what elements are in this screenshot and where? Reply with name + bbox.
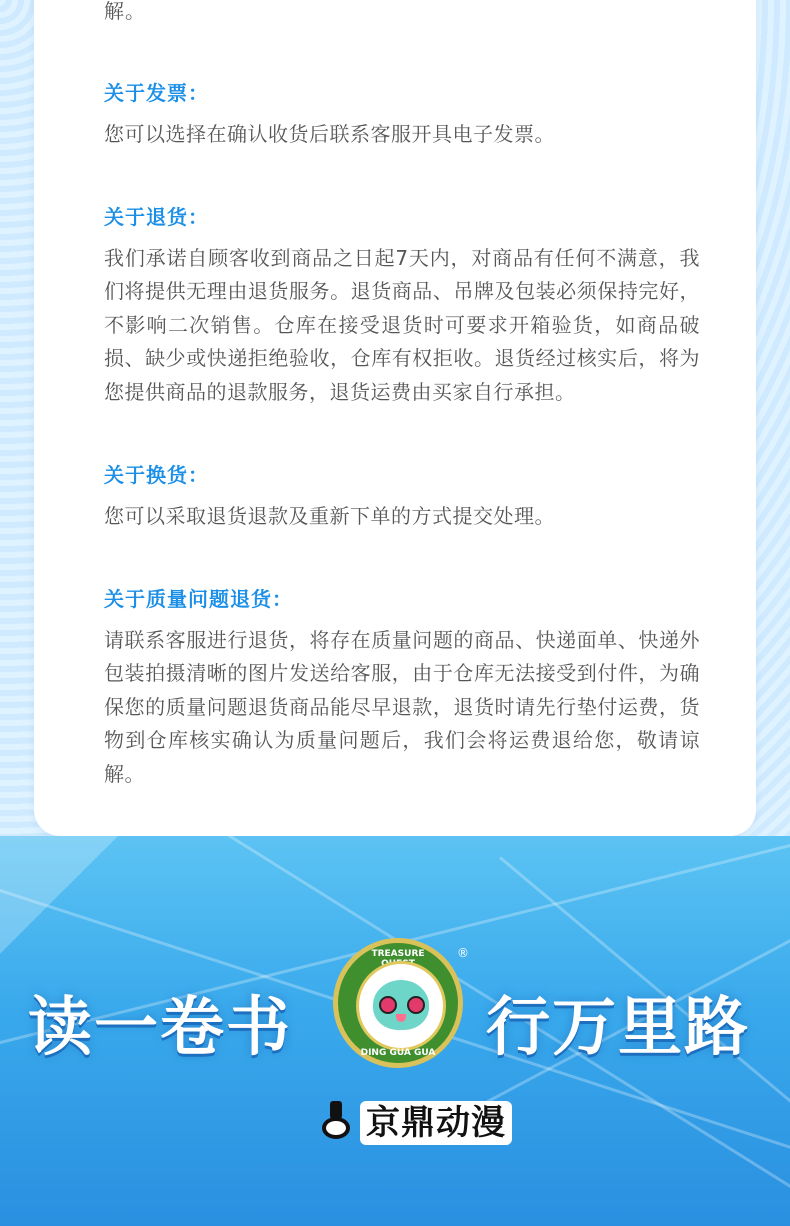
logo-top-text: TREASURE xyxy=(371,949,425,959)
registered-mark: ® xyxy=(457,946,469,960)
slogan-right: 行万里路 xyxy=(486,991,750,1065)
mascot-icon xyxy=(356,961,446,1051)
brand-banner xyxy=(0,836,790,1226)
mascot-logo xyxy=(333,938,463,1068)
section-heading: 关于质量问题退货： xyxy=(104,587,293,611)
section-quality-return xyxy=(104,584,700,791)
slogan-left: 读一卷书 xyxy=(28,991,292,1065)
section-body: 您可以选择在确认收货后联系客服开具电子发票。 xyxy=(104,122,555,146)
section-heading: 关于发票： xyxy=(104,81,209,105)
section-return xyxy=(104,202,700,409)
section-exchange xyxy=(104,460,700,533)
brand-logo xyxy=(318,1098,512,1148)
brand-name: 京鼎动漫 xyxy=(360,1101,512,1145)
section-heading: 关于退货： xyxy=(104,205,209,229)
section-heading: 关于换货： xyxy=(104,463,209,487)
section-body: 请联系客服进行退货，将存在质量问题的商品、快递面单、快递外包装拍摄清晰的图片发送给客服，由于仓库无法接受到付件，为确保您的质量问题退货商品能尽早退款，退货时请先行垫付运费，货物到仓库核实确认为质量问题后，我们会将运费退给您，敬请谅解。 xyxy=(104,628,700,786)
section-body: 您可以采取退货退款及重新下单的方式提交处理。 xyxy=(104,504,555,528)
brand-mascot-icon xyxy=(318,1101,354,1145)
logo-bottom-text: DING GUA GUA xyxy=(360,1048,436,1058)
section-body: 我们承诺自顾客收到商品之日起7天内，对商品有任何不满意，我们将提供无理由退货服务。退货商品、吊牌及包装必须保持完好，不影响二次销售。仓库在接受退货时可要求开箱验货，如商品破损、缺少或快递拒绝验收，仓库有权拒收。退货经过核实后，将为您提供商品的退款服务，退货运费由买家自行承担。 xyxy=(104,246,700,404)
previous-section-tail: 解。 xyxy=(104,0,146,23)
section-invoice xyxy=(104,78,700,151)
